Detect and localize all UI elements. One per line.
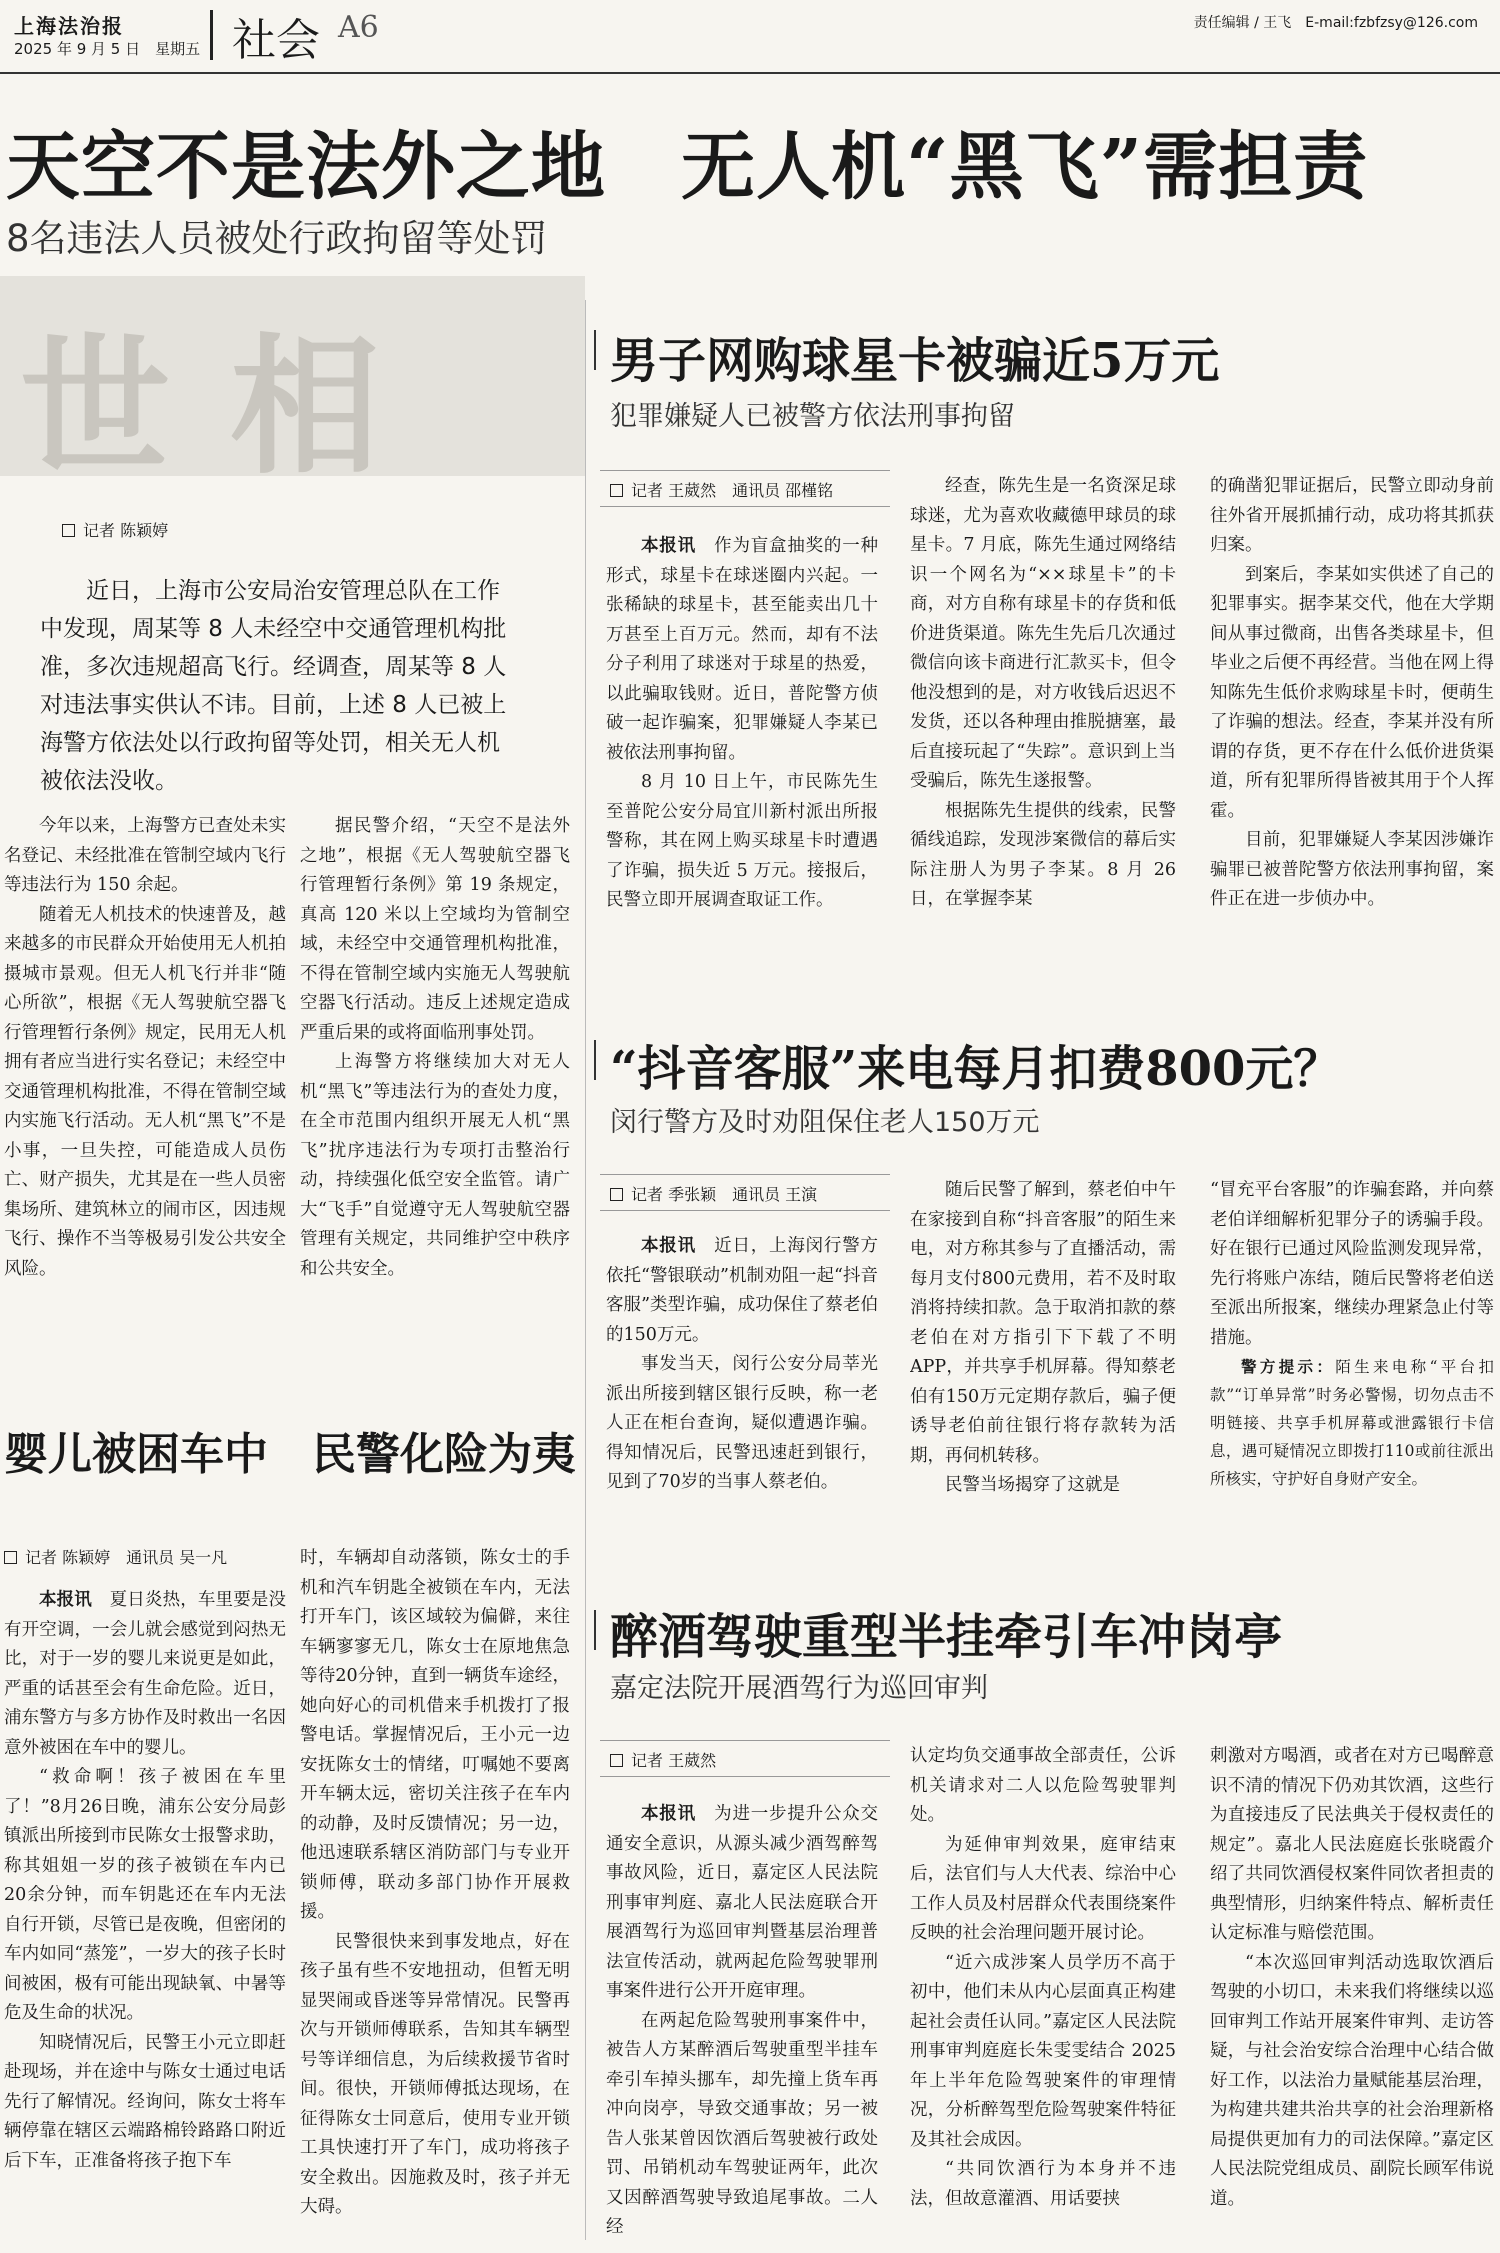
paragraph: 民警很快来到事发地点，好在孩子虽有些不安地扭动，但暂无明显哭闹或昏迷等异常情况。民警再次与开锁师傅联系，告知其车辆型号等详细信息，为后续救援节省时间。很快，开锁师傅抵达现场，在征得陈女士同意后，使用专业开锁工具快速打开了车门，成功将孩子安全救出。因施救及时，孩子并无大碍。 (300, 1931, 570, 2217)
douyin-col-1 (606, 1232, 878, 1524)
card-subhead: 犯罪嫌疑人已被警方依法刑事拘留 (610, 401, 1015, 432)
paragraph: 认定均负交通事故全部责任，公诉机关请求对二人以危险驾驶罪判处。 (910, 1746, 1176, 1825)
paragraph: “救命啊！孩子被困在车里了！”8月26日晚，浦东公安分局彭镇派出所接到市民陈女士报警求助，称其姐姐一岁的孩子被锁在车内已20余分钟，而车钥匙还在车内无法自行开锁，尽管已是夜晚，但密闭的车内如同“蒸笼”，一岁大的孩子长时间被困，极有可能出现缺氧、中暑等危及生命的状况。 (4, 1767, 286, 2023)
lead-byline: 记者 陈颖婷 (62, 518, 168, 541)
paragraph: 刺激对方喝酒，或者在对方已喝醉意识不清的情况下仍劝其饮酒，这些行为直接违反了民法典关于侵权责任的规定”。嘉北人民法庭庭长张晓霞介绍了共同饮酒侵权案件同饮者担责的典型情形，归纳案件特点、解析责任认定标准与赔偿范围。 (1210, 1746, 1494, 1943)
lead-col-1 (4, 812, 286, 1372)
douyin-headline: “抖音客服”来电每月扣费800元？ (610, 1041, 1342, 1097)
card-byline: 记者 王葳然 通讯员 邵槿铭 (610, 478, 833, 501)
douyin-subhead: 闵行警方及时劝阻保住老人150万元 (610, 1107, 1040, 1138)
newspaper-logo: 上海法治报 (14, 14, 124, 38)
paragraph: 8 月 10 日上午，市民陈先生至普陀公安分局宜川新村派出所报警称，其在网上购买球星卡时遭遇了诈骗，损失近 5 万元。接报后，民警立即开展调查取证工作。 (606, 772, 878, 910)
headline-marker (594, 330, 596, 370)
paragraph: 根据陈先生提供的线索，民警循线追踪，发现涉案微信的幕后实际注册人为男子李某。8 月 26 日，在掌握李某 (910, 800, 1176, 909)
byline-rule (600, 506, 890, 507)
paragraph: 上海警方将继续加大对无人机“黑飞”等违法行为的查处力度，在全市范围内组织开展无人机“黑飞”扰序违法行为专项打击整治行动，持续强化低空安全监管。请广大“飞手”自觉遵守无人驾驶航空器管理有关规定，共同维护空中秩序和公共安全。 (300, 1052, 570, 1279)
lead-headline: 天空不是法外之地 无人机“黑飞”需担责 (6, 124, 1369, 210)
paragraph: 随着无人机技术的快速普及，越来越多的市民群众开始使用无人机拍摄城市景观。但无人机飞行并非“随心所欲”，根据《无人驾驶航空器飞行管理暂行条例》规定，民用无人机拥有者应当进行实名登记；未经空中交通管理机构批准，不得在管制空域内实施飞行活动。无人机“黑飞”不是小事，一旦失控，可能造成人员伤亡、财产损失，尤其是在一些人员密集场所、建筑林立的闹市区，因违规飞行、操作不当等极易引发公共安全风险。 (4, 904, 286, 1279)
byline-rule (600, 470, 890, 471)
top-rule (0, 72, 1500, 74)
tip-label: 警方提示： (1241, 1358, 1336, 1376)
dateline: 本报讯 (641, 1236, 696, 1256)
byline-rule (600, 1776, 890, 1777)
column-rule (585, 300, 586, 2240)
paragraph: 目前，犯罪嫌疑人李某因涉嫌诈骗罪已被普陀警方依法刑事拘留，案件正在进一步侦办中。 (1210, 830, 1494, 909)
section-name: 社会 (232, 15, 320, 66)
byline-box-icon (610, 1754, 623, 1767)
douyin-byline: 记者 季张颖 通讯员 王演 (610, 1182, 817, 1205)
page-number: A6 (338, 10, 379, 45)
paragraph: 本报讯 为进一步提升公众交通安全意识，从源头减少酒驾醉驾事故风险，近日，嘉定区人民法院刑事审判庭、嘉北人民法庭联合开展酒驾行为巡回审判暨基层治理普法宣传活动，就两起危险驾驶罪刑事案件进行公开开庭审理。 (606, 1804, 878, 2001)
paragraph: 经查，陈先生是一名资深足球球迷，尤为喜欢收藏德甲球员的球星卡。7 月底，陈先生通过网络结识一个网名为“××球星卡”的卡商，对方自称有球星卡的存货和低价进货渠道。陈先生先后几次通过微信向该卡商进行汇款买卡，但令他没想到的是，对方收钱后迟迟不发货，还以各种理由推脱搪塞，最后直接玩起了“失踪”。意识到上当受骗后，陈先生遂报警。 (910, 476, 1176, 791)
byline-box-icon (610, 1188, 623, 1201)
paragraph: 本报讯 近日，上海闵行警方依托“警银联动”机制劝阻一起“抖音客服”类型诈骗，成功保住了蔡老伯的150万元。 (606, 1236, 878, 1345)
column-watermark (0, 276, 585, 476)
headline-marker (594, 1610, 596, 1650)
byline-box-icon (62, 524, 75, 537)
paragraph: 随后民警了解到，蔡老伯中午在家接到自称“抖音客服”的陌生来电，对方称其参与了直播活动，需每月支付800元费用，若不及时取消将持续扣款。急于取消扣款的蔡老伯在对方指引下下载了不明APP，并共享手机屏幕。得知蔡老伯有150万元定期存款后，骗子便诱导老伯前往银行将存款转为活期，再伺机转移。 (910, 1180, 1176, 1466)
byline-box-icon (4, 1551, 17, 1564)
paragraph: 的确凿犯罪证据后，民警立即动身前往外省开展抓捕行动，成功将其抓获归案。 (1210, 476, 1494, 555)
byline-rule (600, 1210, 890, 1211)
lead-subhead: 8名违法人员被处行政拘留等处罚 (6, 217, 548, 260)
paragraph: 据民警介绍，“天空不是法外之地”，根据《无人驾驶航空器飞行管理暂行条例》第 19 条规定，真高 120 米以上空域均为管制空域，未经空中交通管理机构批准，不得在管制空域内实施无人驾驶航空器飞行活动。违反上述规定造成严重后果的或将面临刑事处罚。 (300, 816, 570, 1043)
editor-contact: 责任编辑 / 王飞 E-mail:fzbfzsy@126.com (1193, 15, 1478, 31)
baby-col-2 (300, 1544, 570, 2246)
baby-byline: 记者 陈颖婷 通讯员 吴一凡 (4, 1545, 227, 1568)
lead-col-2 (300, 812, 570, 1372)
byline-box-icon (610, 484, 623, 497)
paragraph: 为延伸审判效果，庭审结束后，法官们与人大代表、综治中心工作人员及村居群众代表围绕案件反映的社会治理问题开展讨论。 (910, 1834, 1176, 1943)
dateline: 本报讯 (641, 1804, 696, 1824)
paragraph: 知晓情况后，民警王小元立即赶赴现场，并在途中与陈女士通过电话先行了解情况。经询问，陈女士将车辆停靠在辖区云端路棉铃路路口附近后下车，正准备将孩子抱下车 (4, 2032, 286, 2171)
card-col-2 (910, 472, 1176, 956)
paragraph: 本报讯 作为盲盒抽奖的一种形式，球星卡在球迷圈内兴起。一张稀缺的球星卡，甚至能卖出几十万甚至上百万元。然而，却有不法分子利用了球迷对于球星的热爱，以此骗取钱财。近日，普陀警方侦破一起诈骗案，犯罪嫌疑人李某已被依法刑事拘留。 (606, 536, 878, 763)
baby-headline: 婴儿被困车中 民警化险为夷 (4, 1429, 576, 1480)
paragraph: 本报讯 夏日炎热，车里要是没有开空调，一会儿就会感觉到闷热无比，对于一岁的婴儿来说更是如此，严重的话甚至会有生命危险。近日，浦东警方与多方协作及时救出一名因意外被困在车中的婴儿。 (4, 1590, 286, 1758)
drunk-headline: 醉酒驾驶重型半挂牵引车冲岗亭 (610, 1609, 1283, 1665)
drunk-col-2 (910, 1742, 1176, 2246)
paragraph: “冒充平台客服”的诈骗套路，并向蔡老伯详细解析犯罪分子的诱骗手段。好在银行已通过风险监测发现异常，先行将账户冻结，随后民警将老伯送至派出所报案，继续办理紧急止付等措施。 (1210, 1180, 1494, 1348)
paragraph: “共同饮酒行为本身并不违法，但故意灌酒、用话要挟 (910, 2159, 1176, 2209)
paragraph: 今年以来，上海警方已查处未实名登记、未经批准在管制空域内飞行等违法行为 150 余起。 (4, 816, 286, 895)
headline-marker (594, 1040, 596, 1080)
dateline: 本报讯 (39, 1590, 92, 1610)
paragraph: 事发当天，闵行公安分局莘光派出所接到辖区银行反映，称一老人正在柜台查询，疑似遭遇诈骗。得知情况后，民警迅速赶到银行，见到了70岁的当事人蔡老伯。 (606, 1354, 878, 1492)
paragraph: 到案后，李某如实供述了自己的犯罪事实。据李某交代，他在大学期间从事过微商，出售各类球星卡，但毕业之后便不再经营。当他在网上得知陈先生低价求购球星卡时，便萌生了诈骗的想法。经查，李某并没有所谓的存货，更不存在什么低价进货渠道，所有犯罪所得皆被其用于个人挥霍。 (1210, 564, 1494, 821)
paragraph: “近六成涉案人员学历不高于初中，他们未从内心层面真正构建起社会责任认同。”嘉定区人民法院刑事审判庭庭长朱雯雯结合 2025 年上半年危险驾驶案件的审理情况，分析醉驾型危险驾驶案件特征及其社会成因。 (910, 1952, 1176, 2150)
drunk-subhead: 嘉定法院开展酒驾行为巡回审判 (610, 1673, 988, 1704)
issue-date: 2025 年 9 月 5 日 星期五 (14, 40, 201, 58)
paragraph: 在两起危险驾驶刑事案件中，被告人方某醉酒后驾驶重型半挂车牵引车掉头挪车，却先撞上货车再冲向岗亭，导致交通事故；另一被告人张某曾因饮酒后驾驶被行政处罚、吊销机动车驾驶证两年，此次又因醉酒驾驶导致追尾事故。二人经 (606, 2010, 878, 2237)
watermark-text: 世相 (20, 319, 441, 476)
card-col-3 (1210, 472, 1494, 956)
card-col-1 (606, 532, 878, 956)
drunk-col-3 (1210, 1742, 1494, 2246)
paragraph: 民警当场揭穿了这就是 (945, 1475, 1120, 1495)
police-tip: 警方提示：陌生来电称“平台扣款”“订单异常”时务必警惕，切勿点击不明链接、共享手机屏幕或泄露银行卡信息，遇可疑情况立即拨打110或前往派出所核实，守护好自身财产安全。 (1210, 1358, 1494, 1488)
masthead-divider (210, 10, 213, 60)
paragraph: “本次巡回审判活动选取饮酒后驾驶的小切口，未来我们将继续以巡回审判工作站开展案件审判、走访答疑，与社会治安综合治理中心结合做好工作，以法治力量赋能基层治理，为构建共建共治共享的社会治理新格局提供更加有力的司法保障。”嘉定区人民法院党组成员、副院长顾军伟说道。 (1210, 1952, 1494, 2209)
lead-summary: 近日，上海市公安局治安管理总队在工作中发现，周某等 8 人未经空中交通管理机构批准，多次违规超高飞行。经调查，周某等 8 人对违法事实供认不讳。目前，上述 8 人已被上海警方依法处以行政拘留等处罚，相关无人机被依法没收。 (40, 578, 507, 794)
baby-col-1 (4, 1586, 286, 2246)
byline-rule (600, 1740, 890, 1741)
douyin-col-3 (1210, 1176, 1494, 1524)
douyin-col-2 (910, 1176, 1176, 1524)
drunk-col-1 (606, 1800, 878, 2246)
dateline: 本报讯 (641, 536, 696, 556)
paragraph: 时，车辆却自动落锁，陈女士的手机和汽车钥匙全被锁在车内，无法打开车门，该区域较为偏僻，来往车辆寥寥无几，陈女士在原地焦急等待20分钟，直到一辆货车途经，她向好心的司机借来手机拨打了报警电话。掌握情况后，王小元一边安抚陈女士的情绪，叮嘱她不要离开车辆太远，密切关注孩子在车内的动静，及时反馈情况；另一边，他迅速联系辖区消防部门与专业开锁师傅，联动多部门协作开展救援。 (300, 1548, 570, 1922)
byline-rule (600, 1174, 890, 1175)
card-headline: 男子网购球星卡被骗近5万元 (610, 333, 1220, 389)
drunk-byline: 记者 王葳然 (610, 1748, 716, 1771)
